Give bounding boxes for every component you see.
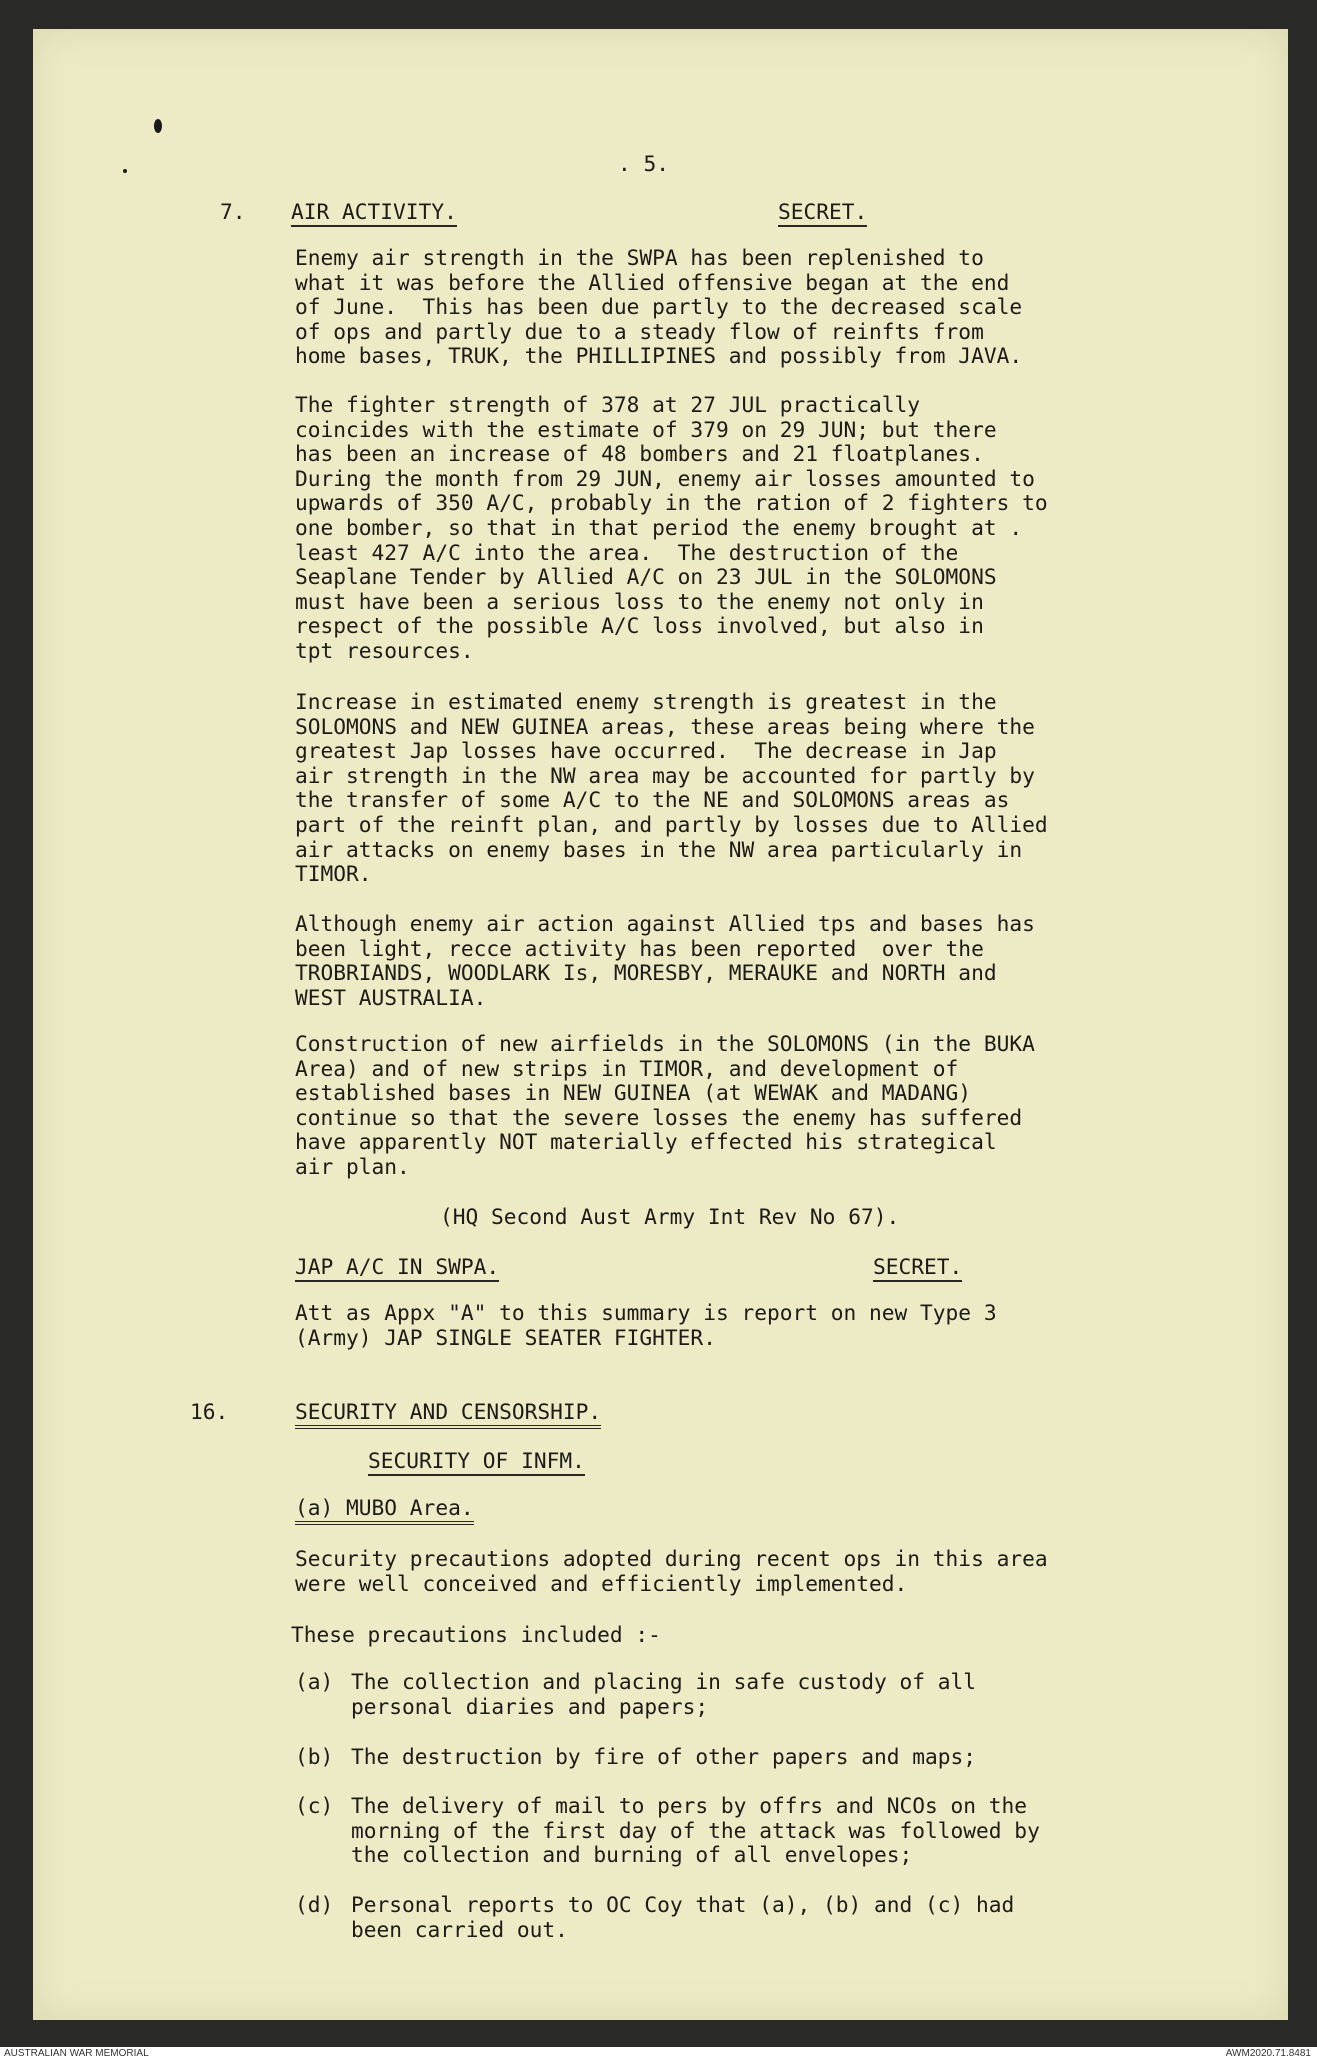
text-line: TROBRIANDS, WOODLARK Is, MORESBY, MERAUKE and NORTH and [295,960,997,986]
text-line: air strength in the NW area may be accounted for partly by [295,762,1035,788]
list-item-text [351,1794,1191,1868]
section-7-paragraph-4 [295,912,1195,1010]
text-line: part of the reinft plan, and partly by losses due to Allied [295,811,1048,837]
text-line: TIMOR. [295,861,372,887]
text-line: Although enemy air action against Allied tps and bases has [295,911,1035,936]
document-page [33,29,1288,2020]
ink-speck [154,119,162,133]
text-line: coincides with the estimate of 379 on 29 JUN; but there [295,416,997,442]
text-line: Construction of new airfields in the SOLOMONS (in the BUKA [295,1031,1035,1056]
text-line: has been an increase of 48 bombers and 21 floatplanes. [295,441,984,467]
section-7-classification: SECRET. [778,199,867,227]
text-line: upwards of 350 A/C, probably in the ration of 2 fighters to [295,490,1048,516]
section-16-paragraph-1: Security precautions adopted during recent ops in this area were well conceived and efficiently implemented. [295,1546,1048,1596]
section-16-paragraph-2: These precautions included :- [291,1622,661,1647]
text-line: Area) and of new strips in TIMOR, and development of [295,1055,959,1081]
text-line: Seaplane Tender by Allied A/C on 23 JUL in the SOLOMONS [295,564,997,590]
section-16-heading: SECURITY AND CENSORSHIP. [295,1399,601,1429]
text-line: established bases in NEW GUINEA (at WEWAK and MADANG) [295,1080,972,1106]
ink-speck [123,169,127,173]
source-citation: (HQ Second Aust Army Int Rev No 67). [440,1204,900,1229]
text-line: tpt resources. [295,637,474,663]
text-line: The collection and placing in safe custody of all [351,1669,977,1694]
text-line: Personal reports to OC Coy that (a), (b) and (c) had [351,1892,1015,1917]
text-line: the transfer of some A/C to the NE and SOLOMONS areas as [295,787,1010,813]
list-item-text [351,1893,1191,1942]
list-item-text [351,1745,1191,1770]
section-7-paragraph-5 [295,1032,1195,1180]
list-item-marker: (b) [295,1744,334,1769]
text-line: SOLOMONS and NEW GUINEA areas, these areas being where the [295,713,1035,739]
text-line: of ops and partly due to a steady flow of reinfts from [295,318,984,344]
list-item-marker: (c) [295,1793,334,1818]
section-7-paragraph-3 [295,690,1195,887]
footer-right-text: AWM2020.71.8481 [1225,2048,1311,2059]
text-line: one bomber, so that in that period the enemy brought at . [295,514,1023,540]
section-7-heading: AIR ACTIVITY. [291,199,457,227]
text-line: must have been a serious loss to the enemy not only in [295,588,984,614]
page-number: . 5. [618,151,670,176]
list-item-marker: (a) [295,1669,334,1694]
text-line: greatest Jap losses have occurred. The decrease in Jap [295,738,997,764]
text-line: what it was before the Allied offensive began at the end [295,269,1010,295]
text-line: continue so that the severe losses the enemy has suffered [295,1104,1023,1130]
section-7-paragraph-2 [295,393,1195,664]
sub-a-heading: (a) MUBO Area. [295,1495,474,1520]
text-line: During the month from 29 JUN, enemy air losses amounted to [295,465,1035,491]
text-line: been carried out. [351,1916,568,1942]
text-line: been light, recce activity has been reported over the [295,935,984,961]
text-line: The destruction by fire of other papers and maps; [351,1744,977,1769]
section-16-subheading: SECURITY OF INFM. [368,1448,585,1476]
section-16-number: 16. [190,1399,229,1424]
text-line: the collection and burning of all envelopes; [351,1842,913,1868]
text-line: morning of the first day of the attack was followed by [351,1817,1040,1843]
list-item-text [351,1670,1191,1719]
text-line: personal diaries and papers; [351,1693,709,1719]
section-7-paragraph-1 [295,246,1195,369]
footer-bar [0,2047,1317,2061]
section-7-number: 7. [220,199,246,224]
list-item-marker: (d) [295,1892,334,1917]
text-line: WEST AUSTRALIA. [295,984,487,1010]
jap-ac-classification: SECRET. [873,1254,962,1282]
text-line: The delivery of mail to pers by offrs and NCOs on the [351,1793,1028,1818]
text-line: Enemy air strength in the SWPA has been replenished to [295,245,984,270]
text-line: Increase in estimated enemy strength is greatest in the [295,689,997,714]
text-line: respect of the possible A/C loss involved, but also in [295,613,984,639]
text-line: air attacks on enemy bases in the NW area particularly in [295,836,1023,862]
text-line: have apparently NOT materially effected his strategical [295,1129,997,1155]
text-line: of June. This has been due partly to the decreased scale [295,294,1023,320]
text-line: least 427 A/C into the area. The destruction of the [295,539,959,565]
text-line: air plan. [295,1153,410,1179]
text-line: The fighter strength of 378 at 27 JUL practically [295,392,921,417]
footer-left-text: AUSTRALIAN WAR MEMORIAL [4,2048,149,2059]
jap-ac-heading: JAP A/C IN SWPA. [295,1254,499,1282]
text-line: home bases, TRUK, the PHILLIPINES and possibly from JAVA. [295,343,1023,369]
jap-ac-paragraph: Att as Appx "A" to this summary is report on new Type 3 (Army) JAP SINGLE SEATER FIGHTER. [295,1300,997,1350]
